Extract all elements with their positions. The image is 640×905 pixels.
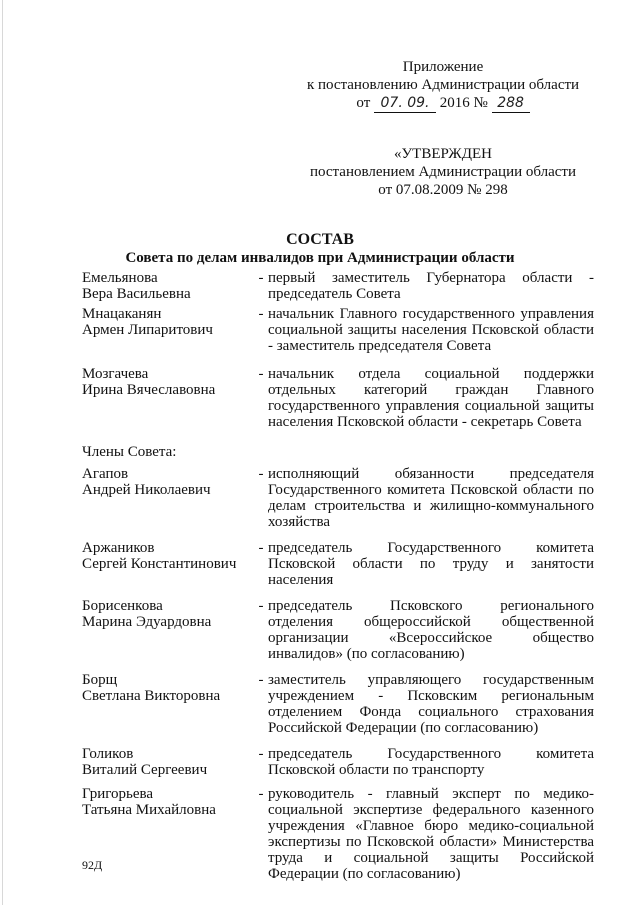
member-dash: - — [258, 466, 264, 482]
member-given-name: Вера Васильевна — [82, 286, 191, 302]
member-surname: Григорьева — [82, 786, 154, 802]
member-surname: Емельянова — [82, 270, 158, 286]
member-surname: Агапов — [82, 466, 129, 482]
member-surname: Мозгачева — [82, 366, 149, 382]
member-row — [82, 306, 594, 354]
member-surname: Аржаников — [82, 540, 155, 556]
member-role: председатель Государственного комитета Псковской области по транспорту — [268, 746, 594, 778]
approved-line2: постановлением Администрации области — [309, 164, 577, 180]
member-row — [82, 366, 594, 430]
title-sub: Совета по делам инвалидов при Администрации области — [125, 250, 515, 266]
member-row — [82, 746, 594, 778]
member-dash: - — [258, 540, 264, 556]
members-label: Члены Совета: — [82, 444, 177, 460]
member-role: руководитель - главный эксперт по медико-социальной экспертизе федерального казенного учреждения «Главное бюро медико-социальной экспертизы по Псковской области» Министерства труда и социальной защиты Российской Федерации (по согласованию) — [268, 786, 594, 882]
title-main: СОСТАВ — [286, 231, 354, 248]
member-surname: Борисенкова — [82, 598, 163, 614]
appendix-date-line — [298, 94, 588, 113]
approved-line1: «УТВЕРЖДЕН — [394, 146, 492, 162]
member-row — [82, 540, 594, 588]
member-role: первый заместитель Губернатора области - председатель Совета — [268, 270, 594, 302]
appendix-header — [298, 58, 588, 113]
member-given-name: Андрей Николаевич — [82, 482, 211, 498]
member-surname: Голиков — [82, 746, 134, 762]
member-given-name: Армен Липаритович — [82, 322, 213, 338]
member-role: заместитель управляющего государственным учреждением - Псковским региональным отделением Фонда социального страхования Российской Федерации (по согласованию) — [268, 672, 594, 736]
scan-edge — [2, 0, 3, 905]
member-dash: - — [258, 786, 264, 802]
member-row — [82, 270, 594, 302]
member-role: начальник Главного государственного управления социальной защиты населения Псковской области - заместитель председателя Совета — [268, 306, 594, 354]
approved-header — [298, 145, 588, 199]
document-title — [0, 230, 640, 268]
member-role: исполняющий обязанности председателя Государственного комитета Псковской области по делам строительства и жилищно-коммунального хозяйства — [268, 466, 594, 530]
handwritten-date: 07. 09. — [374, 94, 436, 113]
member-role: председатель Псковского регионального отделения общероссийской общественной организации «Всероссийское общество инвалидов» (по согласованию) — [268, 598, 594, 662]
member-row — [82, 672, 594, 736]
member-dash: - — [258, 598, 264, 614]
member-role: начальник отдела социальной поддержки отдельных категорий граждан Главного государственного управления социальной защиты населения Псковской области - секретарь Совета — [268, 366, 594, 430]
member-given-name: Ирина Вячеславовна — [82, 382, 216, 398]
member-dash: - — [258, 746, 264, 762]
footer-code: 92Д — [82, 858, 103, 872]
member-given-name: Виталий Сергеевич — [82, 762, 208, 778]
member-given-name: Светлана Викторовна — [82, 688, 221, 704]
member-row — [82, 466, 594, 530]
member-given-name: Сергей Константинович — [82, 556, 237, 572]
member-role: председатель Государственного комитета Псковской области по труду и занятости населения — [268, 540, 594, 588]
handwritten-number: 288 — [492, 94, 530, 113]
member-given-name: Марина Эдуардовна — [82, 614, 212, 630]
year-suffix: 2016 № — [439, 95, 488, 111]
member-surname: Борщ — [82, 672, 118, 688]
member-dash: - — [258, 366, 264, 382]
member-row — [82, 598, 594, 662]
member-surname: Мнацаканян — [82, 306, 162, 322]
council-composition — [82, 270, 594, 882]
member-row — [82, 786, 594, 882]
appendix-line1: Приложение — [402, 59, 484, 75]
approved-line3: от 07.08.2009 № 298 — [378, 182, 508, 198]
member-dash: - — [258, 306, 264, 322]
date-prefix: от — [356, 95, 371, 111]
appendix-line2: к постановлению Администрации области — [306, 77, 580, 93]
member-dash: - — [258, 270, 264, 286]
member-given-name: Татьяна Михайловна — [82, 802, 216, 818]
member-dash: - — [258, 672, 264, 688]
